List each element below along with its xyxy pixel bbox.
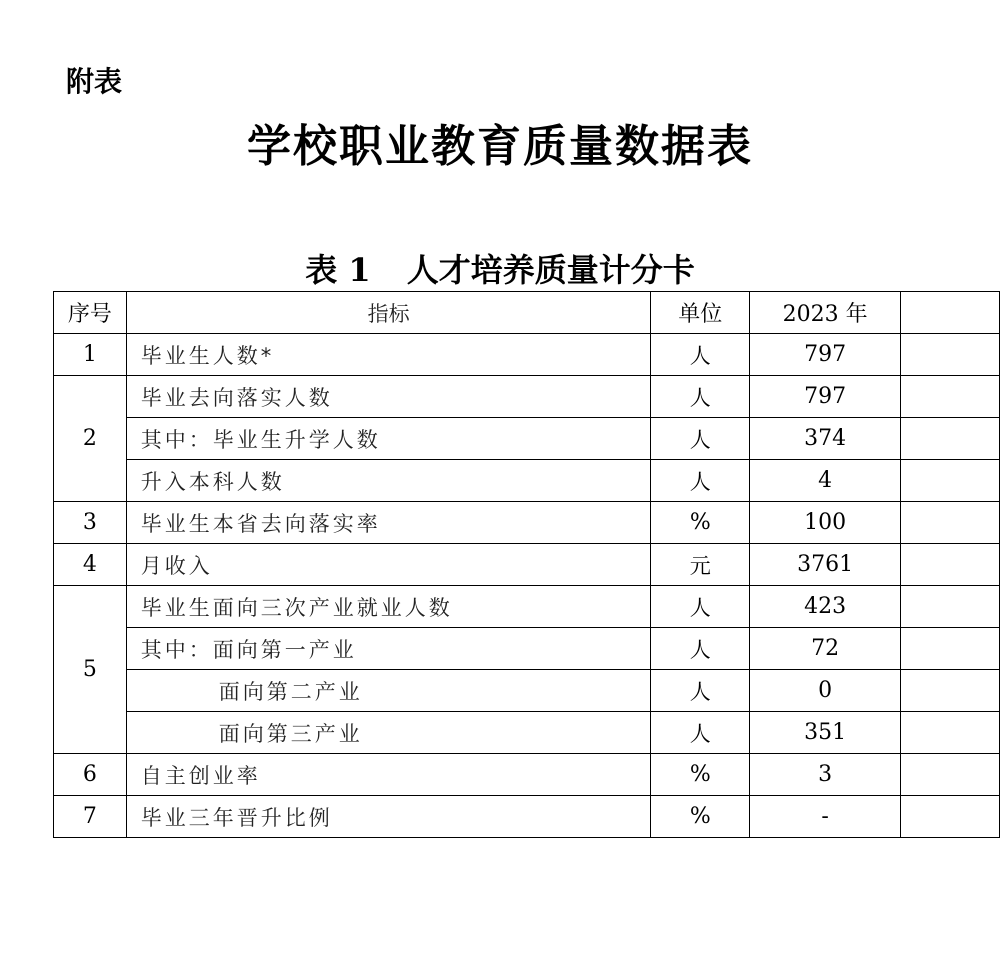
row-extra (901, 502, 1000, 544)
row-seq: 7 (54, 796, 127, 838)
row-extra (901, 796, 1000, 838)
row-seq: 4 (54, 544, 127, 586)
row-indicator: 其中：毕业生升学人数 (126, 418, 651, 460)
row-unit: 人 (651, 628, 750, 670)
header-unit: 单位 (651, 292, 750, 334)
row-value: 351 (750, 712, 901, 754)
row-value: - (750, 796, 901, 838)
row-extra (901, 712, 1000, 754)
header-seq: 序号 (54, 292, 127, 334)
row-value: 423 (750, 586, 901, 628)
table-row (54, 670, 1000, 712)
table-row (54, 628, 1000, 670)
row-extra (901, 418, 1000, 460)
row-seq: 3 (54, 502, 127, 544)
row-extra (901, 334, 1000, 376)
quality-scorecard-table (53, 291, 1000, 838)
row-value: 0 (750, 670, 901, 712)
row-seq: 5 (54, 586, 127, 754)
row-unit: % (651, 754, 750, 796)
table-row (54, 796, 1000, 838)
row-unit: 人 (651, 712, 750, 754)
row-extra (901, 628, 1000, 670)
table-row (54, 376, 1000, 418)
row-seq: 1 (54, 334, 127, 376)
row-extra (901, 586, 1000, 628)
row-value: 72 (750, 628, 901, 670)
row-value: 100 (750, 502, 901, 544)
row-seq: 2 (54, 376, 127, 502)
header-indicator: 指标 (126, 292, 651, 334)
table-caption (0, 245, 1000, 291)
row-value: 797 (750, 334, 901, 376)
row-extra (901, 544, 1000, 586)
table-row (54, 754, 1000, 796)
row-indicator: 毕业生本省去向落实率 (126, 502, 651, 544)
appendix-label: 附表 (66, 65, 123, 98)
header-year: 2023 年 (750, 292, 901, 334)
header-extra (901, 292, 1000, 334)
row-value: 374 (750, 418, 901, 460)
table-row (54, 418, 1000, 460)
page-title: 学校职业教育质量数据表 (247, 121, 753, 172)
table-row (54, 334, 1000, 376)
row-unit: 人 (651, 586, 750, 628)
row-indicator: 面向第二产业 (126, 670, 651, 712)
row-extra (901, 670, 1000, 712)
table-row (54, 544, 1000, 586)
table-row (54, 712, 1000, 754)
table-title: 人才培养质量计分卡 (406, 251, 695, 289)
row-extra (901, 376, 1000, 418)
row-unit: 人 (651, 334, 750, 376)
row-value: 4 (750, 460, 901, 502)
row-indicator: 其中：面向第一产业 (126, 628, 651, 670)
table-row (54, 460, 1000, 502)
row-unit: % (651, 796, 750, 838)
row-unit: 人 (651, 418, 750, 460)
row-value: 3 (750, 754, 901, 796)
row-value: 3761 (750, 544, 901, 586)
row-unit: % (651, 502, 750, 544)
row-unit: 人 (651, 460, 750, 502)
row-value: 797 (750, 376, 901, 418)
table-row (54, 586, 1000, 628)
row-seq: 6 (54, 754, 127, 796)
row-indicator: 面向第三产业 (126, 712, 651, 754)
row-extra (901, 460, 1000, 502)
row-indicator: 升入本科人数 (126, 460, 651, 502)
row-unit: 人 (651, 670, 750, 712)
row-indicator: 毕业生面向三次产业就业人数 (126, 586, 651, 628)
row-indicator: 毕业生人数* (126, 334, 651, 376)
row-unit: 元 (651, 544, 750, 586)
table-header-row (54, 292, 1000, 334)
row-indicator: 月收入 (126, 544, 651, 586)
row-indicator: 自主创业率 (126, 754, 651, 796)
table-row (54, 502, 1000, 544)
row-unit: 人 (651, 376, 750, 418)
table-number: 表 1 (305, 251, 371, 289)
row-indicator: 毕业去向落实人数 (126, 376, 651, 418)
row-indicator: 毕业三年晋升比例 (126, 796, 651, 838)
row-extra (901, 754, 1000, 796)
